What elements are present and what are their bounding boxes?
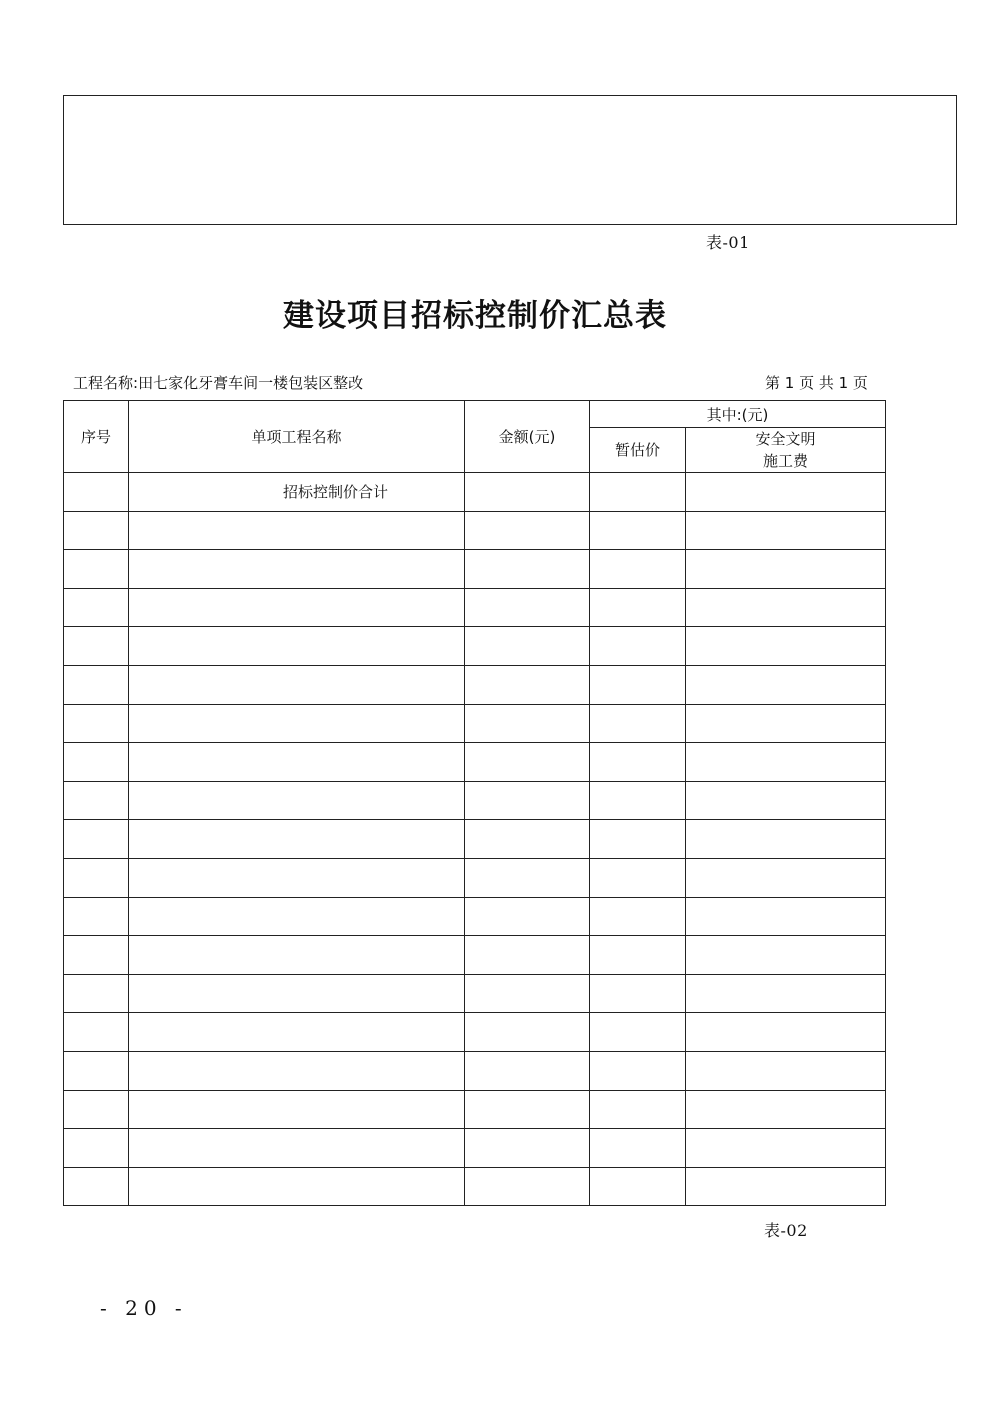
- cell-provisional: [590, 588, 686, 627]
- cell-safety: [686, 704, 886, 743]
- cell-provisional: [590, 1051, 686, 1090]
- cell-seq: [64, 820, 129, 859]
- cell-safety: [686, 588, 886, 627]
- cell-name: [129, 588, 465, 627]
- cell-name: [129, 974, 465, 1013]
- cell-safety: [686, 665, 886, 704]
- cell-amount: [465, 820, 590, 859]
- cell-seq: [64, 511, 129, 550]
- cell-seq: [64, 588, 129, 627]
- cell-name: [129, 858, 465, 897]
- cell-amount: [465, 897, 590, 936]
- cell-name: [129, 897, 465, 936]
- cell-amount: [465, 858, 590, 897]
- cell-provisional: [590, 897, 686, 936]
- cell-safety: [686, 858, 886, 897]
- cell-provisional: [590, 1090, 686, 1129]
- table-row: [64, 627, 886, 666]
- cell-amount: [465, 743, 590, 782]
- table-row: [64, 704, 886, 743]
- header-safety-fee-line2: 施工费: [763, 452, 809, 470]
- page-number: - 20 -: [100, 1296, 188, 1320]
- header-safety-fee: [686, 428, 886, 473]
- cell-seq: [64, 1167, 129, 1206]
- project-name-line: [73, 372, 363, 393]
- cell-provisional: [590, 627, 686, 666]
- table-row: [64, 1129, 886, 1168]
- cell-seq: [64, 1051, 129, 1090]
- cell-safety: [686, 1013, 886, 1052]
- form-code-01: 表-01: [706, 233, 750, 252]
- total-safety-cell: [686, 473, 886, 512]
- cell-safety: [686, 897, 886, 936]
- cell-amount: [465, 974, 590, 1013]
- cell-seq: [64, 704, 129, 743]
- cell-amount: [465, 1090, 590, 1129]
- table-row: [64, 781, 886, 820]
- table-row: [64, 1013, 886, 1052]
- header-seq: 序号: [64, 401, 129, 473]
- cell-seq: [64, 897, 129, 936]
- summary-table: [63, 400, 886, 1206]
- table-row: [64, 1090, 886, 1129]
- cell-name: [129, 1167, 465, 1206]
- total-row: [64, 473, 886, 512]
- cell-name: [129, 936, 465, 975]
- table-row: [64, 511, 886, 550]
- cell-name: [129, 1051, 465, 1090]
- cell-seq: [64, 550, 129, 589]
- cell-safety: [686, 1051, 886, 1090]
- table-row: [64, 974, 886, 1013]
- cell-safety: [686, 781, 886, 820]
- cell-seq: [64, 1129, 129, 1168]
- cell-name: [129, 627, 465, 666]
- cell-name: [129, 781, 465, 820]
- table-row: [64, 897, 886, 936]
- header-provisional: 暂估价: [590, 428, 686, 473]
- table-row: [64, 858, 886, 897]
- cell-provisional: [590, 704, 686, 743]
- header-safety-fee-line1: 安全文明: [755, 430, 816, 448]
- table-row: [64, 588, 886, 627]
- project-label: 工程名称:: [73, 374, 139, 392]
- total-label: 招标控制价合计: [129, 473, 465, 512]
- cell-provisional: [590, 858, 686, 897]
- cell-name: [129, 1013, 465, 1052]
- cell-seq: [64, 974, 129, 1013]
- cell-provisional: [590, 1167, 686, 1206]
- cell-provisional: [590, 1129, 686, 1168]
- cell-seq: [64, 936, 129, 975]
- cell-amount: [465, 665, 590, 704]
- cell-amount: [465, 704, 590, 743]
- table-row: [64, 743, 886, 782]
- cell-safety: [686, 550, 886, 589]
- cell-provisional: [590, 820, 686, 859]
- cell-amount: [465, 627, 590, 666]
- cell-name: [129, 1090, 465, 1129]
- cell-amount: [465, 936, 590, 975]
- cell-provisional: [590, 665, 686, 704]
- cell-seq: [64, 665, 129, 704]
- cell-name: [129, 511, 465, 550]
- page-info: 第 1 页 共 1 页: [765, 374, 868, 392]
- table-row: [64, 1051, 886, 1090]
- cell-safety: [686, 974, 886, 1013]
- cell-amount: [465, 550, 590, 589]
- cell-provisional: [590, 781, 686, 820]
- header-of-which: 其中:(元): [590, 401, 886, 428]
- cell-seq: [64, 627, 129, 666]
- cell-amount: [465, 781, 590, 820]
- cell-name: [129, 704, 465, 743]
- form-code-02: 表-02: [764, 1221, 808, 1240]
- cell-provisional: [590, 550, 686, 589]
- cell-name: [129, 550, 465, 589]
- cell-amount: [465, 1051, 590, 1090]
- cell-name: [129, 1129, 465, 1168]
- header-amount: 金额(元): [465, 401, 590, 473]
- table-row: [64, 936, 886, 975]
- cell-safety: [686, 1167, 886, 1206]
- top-empty-box: [63, 95, 957, 225]
- cell-provisional: [590, 511, 686, 550]
- cell-safety: [686, 627, 886, 666]
- cell-provisional: [590, 974, 686, 1013]
- cell-safety: [686, 1090, 886, 1129]
- cell-seq: [64, 1013, 129, 1052]
- project-name: 田七家化牙膏车间一楼包装区整改: [138, 374, 364, 392]
- cell-provisional: [590, 936, 686, 975]
- cell-name: [129, 820, 465, 859]
- cell-provisional: [590, 1013, 686, 1052]
- total-seq-cell: [64, 473, 129, 512]
- cell-amount: [465, 1167, 590, 1206]
- cell-amount: [465, 1013, 590, 1052]
- cell-safety: [686, 1129, 886, 1168]
- cell-name: [129, 665, 465, 704]
- cell-name: [129, 743, 465, 782]
- table-row: [64, 550, 886, 589]
- cell-safety: [686, 743, 886, 782]
- cell-seq: [64, 781, 129, 820]
- cell-seq: [64, 743, 129, 782]
- cell-safety: [686, 936, 886, 975]
- cell-safety: [686, 820, 886, 859]
- cell-seq: [64, 1090, 129, 1129]
- cell-provisional: [590, 743, 686, 782]
- table-row: [64, 665, 886, 704]
- table-row: [64, 1167, 886, 1206]
- cell-safety: [686, 511, 886, 550]
- cell-amount: [465, 511, 590, 550]
- cell-amount: [465, 1129, 590, 1168]
- table-row: [64, 820, 886, 859]
- cell-amount: [465, 588, 590, 627]
- total-amount-cell: [465, 473, 590, 512]
- total-provisional-cell: [590, 473, 686, 512]
- header-item-name: 单项工程名称: [129, 401, 465, 473]
- cell-seq: [64, 858, 129, 897]
- page-title: 建设项目招标控制价汇总表: [283, 298, 667, 334]
